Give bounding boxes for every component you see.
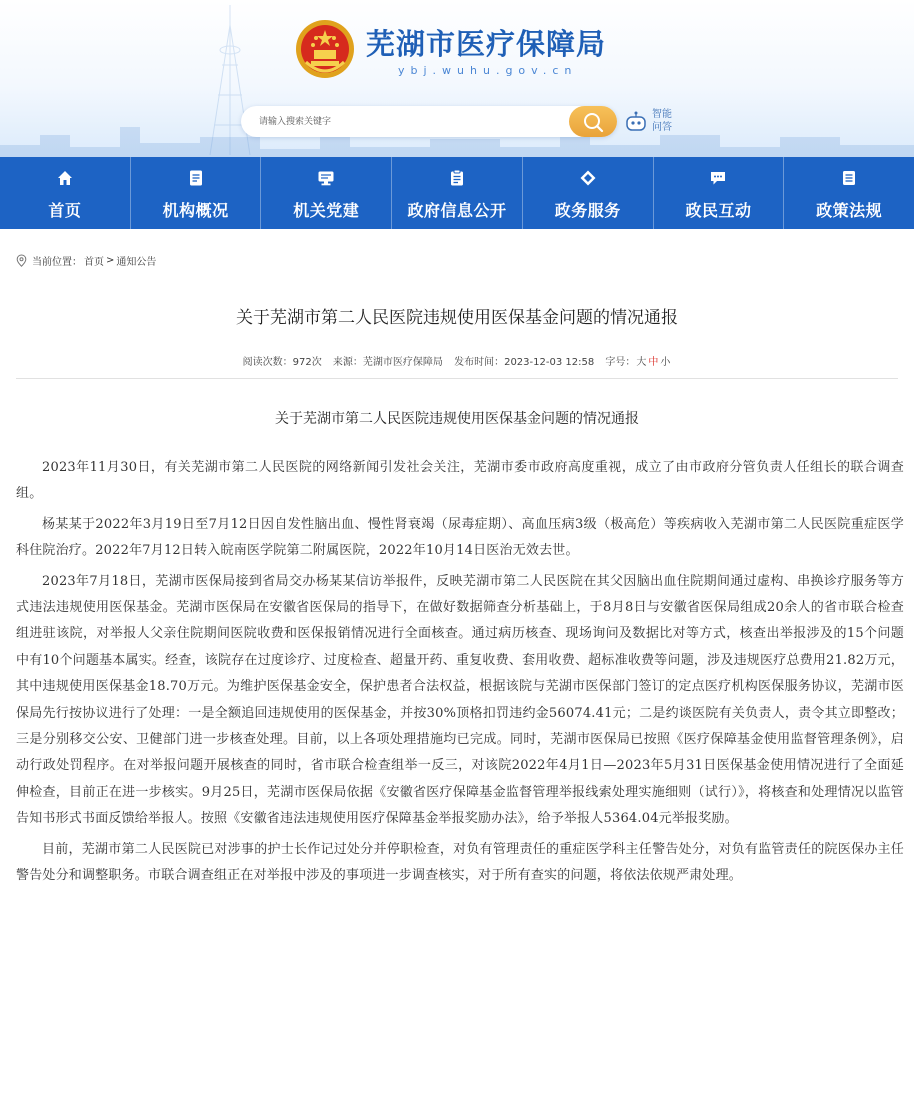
font-size-medium-button[interactable]: 中 xyxy=(648,357,659,368)
nav-item-interaction[interactable] xyxy=(654,157,785,229)
date-label: 发布时间： xyxy=(454,357,505,368)
clipboard-icon xyxy=(448,169,466,187)
nav-label: 政民互动 xyxy=(685,201,752,220)
source-info xyxy=(333,357,443,368)
font-size-large-button[interactable]: 大 xyxy=(636,357,647,368)
search-input[interactable] xyxy=(259,106,559,137)
national-emblem-icon xyxy=(294,18,356,80)
paragraph: 2023年7月18日，芜湖市医保局接到省局交办杨某某信访举报件，反映芜湖市第二人民医院在其父因脑出血住院期间通过虚构、串换诊疗服务等方式违法违规使用医保基金。芜湖市医保局在安徽省医保局的指导下，在做好数据筛查分析基础上，于8月8日与安徽省医保局组成20余人的省市联合检查组进驻该院，对举报人父亲住院期间医院收费和医保报销情况进行全面核查。通过病历核查、现场询问及数据比对等方式，核查出举报涉及的15个问题中有10个问题基本属实。经查，该院存在过度诊疗、过度检查、超量开药、重复收费、套用收费、超标准收费等问题，涉及违规医疗总费用21.82万元，其中违规使用医保基金18.70万元。为维护医保基金安全，保护患者合法权益，根据该院与芜湖市医保部门签订的定点医疗机构医保服务协议，芜湖市医保局先行按协议进行了处理：一是全额追回违规使用的医保基金，并按30%顶格扣罚违约金56074.41元；二是约谈医院有关负责人，责令其立即整改；三是分别移交公安、卫健部门进一步核查处理。目前，以上各项处理措施均已完成。同时，芜湖市医保局已按照《医疗保障基金使用监督管理条例》，启动行政处罚程序。在对举报问题开展核查的同时，省市联合检查组举一反三，对该院2022年4月1日—2023年5月31日医保基金使用情况进行了全面延伸检查，目前正在进一步核实。9月25日，芜湖市医保局依据《安徽省医疗保障基金监督管理举报线索处理实施细则（试行）》，将核查和处理情况以监管告知书形式书面反馈给举报人。按照《安徽省违法违规使用医疗保障基金举报奖励办法》，给予举报人5364.04元举报奖励。 xyxy=(16,573,904,827)
breadcrumb-current-link[interactable]: 通知公告 xyxy=(116,256,157,268)
document-icon xyxy=(187,169,205,187)
chat-icon xyxy=(709,169,727,187)
publish-date: 2023-12-03 12:58 xyxy=(504,357,595,368)
font-size-control xyxy=(605,357,671,368)
search-button[interactable] xyxy=(569,106,617,137)
home-icon xyxy=(56,169,74,187)
nav-item-services[interactable] xyxy=(523,157,654,229)
nav-item-party[interactable] xyxy=(261,157,392,229)
divider xyxy=(16,378,898,379)
views-count: 972次 xyxy=(292,357,322,368)
font-size-label: 字号： xyxy=(605,357,636,368)
article-meta xyxy=(0,353,914,368)
site-domain: ybj.wuhu.gov.cn xyxy=(398,64,578,77)
search-icon xyxy=(582,111,604,133)
diamond-icon xyxy=(579,169,597,187)
date-info xyxy=(454,357,594,368)
breadcrumb-separator: > xyxy=(106,254,115,266)
list-icon xyxy=(840,169,858,187)
robot-icon xyxy=(624,110,648,134)
location-pin-icon xyxy=(16,254,27,267)
source-value: 芜湖市医疗保障局 xyxy=(362,357,443,368)
nav-label: 首页 xyxy=(48,201,82,220)
site-title: 芜湖市医疗保障局 xyxy=(366,27,607,61)
font-size-small-button[interactable]: 小 xyxy=(660,357,671,368)
main-nav xyxy=(0,157,914,229)
article-body xyxy=(16,455,904,890)
views-info xyxy=(243,357,322,368)
search-bar xyxy=(241,106,617,137)
nav-label: 政务服务 xyxy=(554,201,621,220)
breadcrumb-home-link[interactable]: 首页 xyxy=(84,256,104,268)
nav-label: 政府信息公开 xyxy=(407,201,507,220)
nav-label: 机关党建 xyxy=(293,201,360,220)
paragraph: 杨某某于2022年3月19日至7月12日因自发性脑出血、慢性肾衰竭（尿毒症期）、高血压病3级（极高危）等疾病收入芜湖市第二人民医院重症医学科住院治疗。2022年7月12日转入皖南医学院第二附属医院，2022年10月14日医治无效去世。 xyxy=(16,516,904,559)
paragraph: 目前，芜湖市第二人民医院已对涉事的护士长作记过处分并停职检查，对负有管理责任的重症医学科主任警告处分，对负有监管责任的院医保办主任警告处分和调整职务。市联合调查组正在对举报中涉及的事项进一步调查核实，对于所有查实的问题，将依法依规严肃处理。 xyxy=(16,841,904,884)
site-header xyxy=(0,0,914,157)
breadcrumb xyxy=(16,252,156,268)
nav-label: 机构概况 xyxy=(162,201,229,220)
article-title: 关于芜湖市第二人民医院违规使用医保基金问题的情况通报 xyxy=(236,308,678,328)
ai-assistant-label: 智能问答 xyxy=(652,109,672,133)
views-label: 阅读次数： xyxy=(242,357,293,368)
nav-label: 政策法规 xyxy=(816,201,883,220)
content-title: 关于芜湖市第二人民医院违规使用医保基金问题的情况通报 xyxy=(275,411,639,427)
nav-item-policy[interactable] xyxy=(784,157,914,229)
ai-assistant-button[interactable] xyxy=(624,108,684,138)
monitor-icon xyxy=(317,169,335,187)
nav-item-about[interactable] xyxy=(131,157,262,229)
nav-item-home[interactable] xyxy=(0,157,131,229)
source-label: 来源： xyxy=(332,357,363,368)
nav-item-gov-info[interactable] xyxy=(392,157,523,229)
paragraph: 2023年11月30日，有关芜湖市第二人民医院的网络新闻引发社会关注，芜湖市委市政府高度重视，成立了由市政府分管负责人任组长的联合调查组。 xyxy=(16,460,904,502)
breadcrumb-prefix: 当前位置： xyxy=(32,256,82,268)
